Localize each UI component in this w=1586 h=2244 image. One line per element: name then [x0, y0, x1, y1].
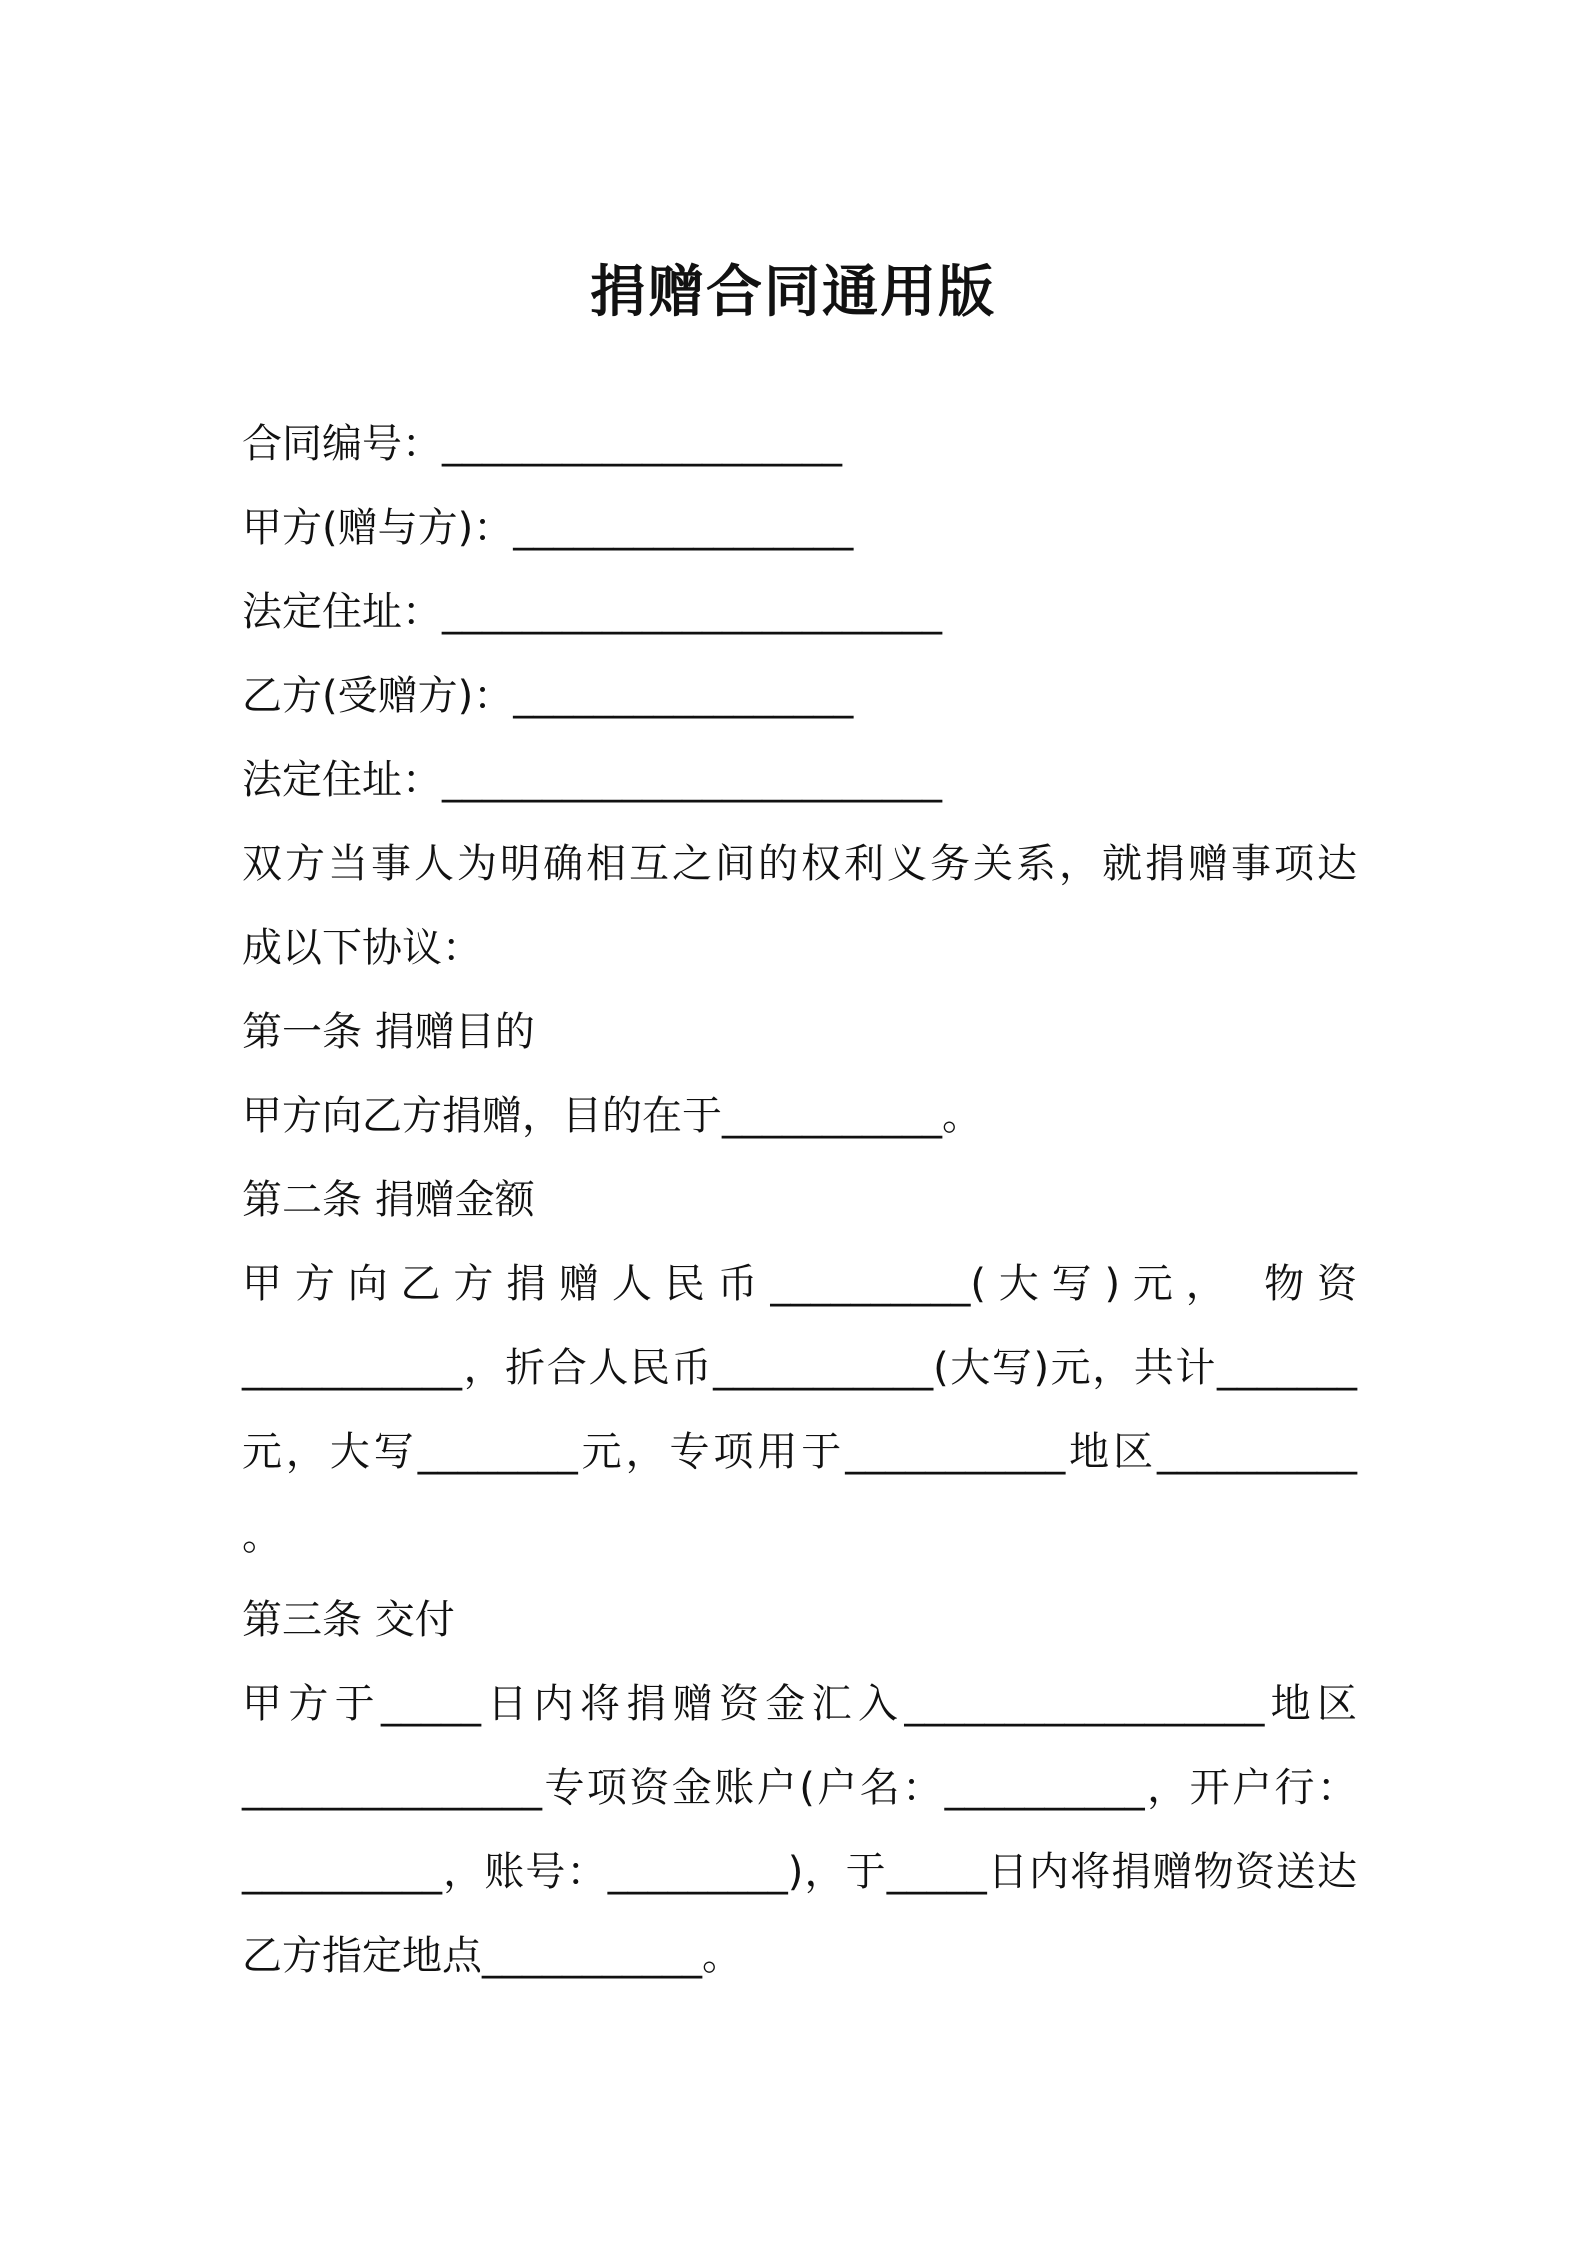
article-3-text-line-3: __________，账号：_________)，于_____日内将捐赠物资送达 — [242, 1849, 1357, 1895]
article-2-heading: 第二条 捐赠金额 — [242, 1177, 535, 1223]
article-2-text-line-4: 。 — [242, 1513, 282, 1559]
party-b-line: 乙方(受赠方)：_________________ — [242, 673, 854, 719]
article-3-text-line-1: 甲方于_____日内将捐赠资金汇入__________________地区 — [242, 1681, 1357, 1727]
preamble-line-2: 成以下协议： — [242, 925, 482, 971]
article-2-text-line-2: ___________，折合人民币___________(大写)元，共计_______ — [242, 1345, 1357, 1391]
article-1-text: 甲方向乙方捐赠，目的在于___________。 — [242, 1093, 982, 1139]
article-2-text-line-1: 甲方向乙方捐赠人民币__________(大写)元， 物资 — [242, 1261, 1357, 1307]
article-2-text-line-3: 元，大写________元，专项用于___________地区__________ — [242, 1429, 1357, 1475]
party-a-line: 甲方(赠与方)：_________________ — [242, 505, 854, 551]
preamble-line-1: 双方当事人为明确相互之间的权利义务关系，就捐赠事项达 — [242, 841, 1357, 887]
article-3-heading: 第三条 交付 — [242, 1597, 455, 1643]
article-3-text-line-2: _______________专项资金账户(户名：__________，开户行： — [242, 1765, 1357, 1811]
party-a-address-line: 法定住址：_________________________ — [242, 589, 942, 635]
article-3-text-line-4: 乙方指定地点___________。 — [242, 1933, 742, 1979]
contract-number-line: 合同编号：____________________ — [242, 421, 842, 467]
document-title: 捐赠合同通用版 — [590, 260, 996, 325]
article-1-heading: 第一条 捐赠目的 — [242, 1009, 535, 1055]
party-b-address-line: 法定住址：_________________________ — [242, 757, 942, 803]
